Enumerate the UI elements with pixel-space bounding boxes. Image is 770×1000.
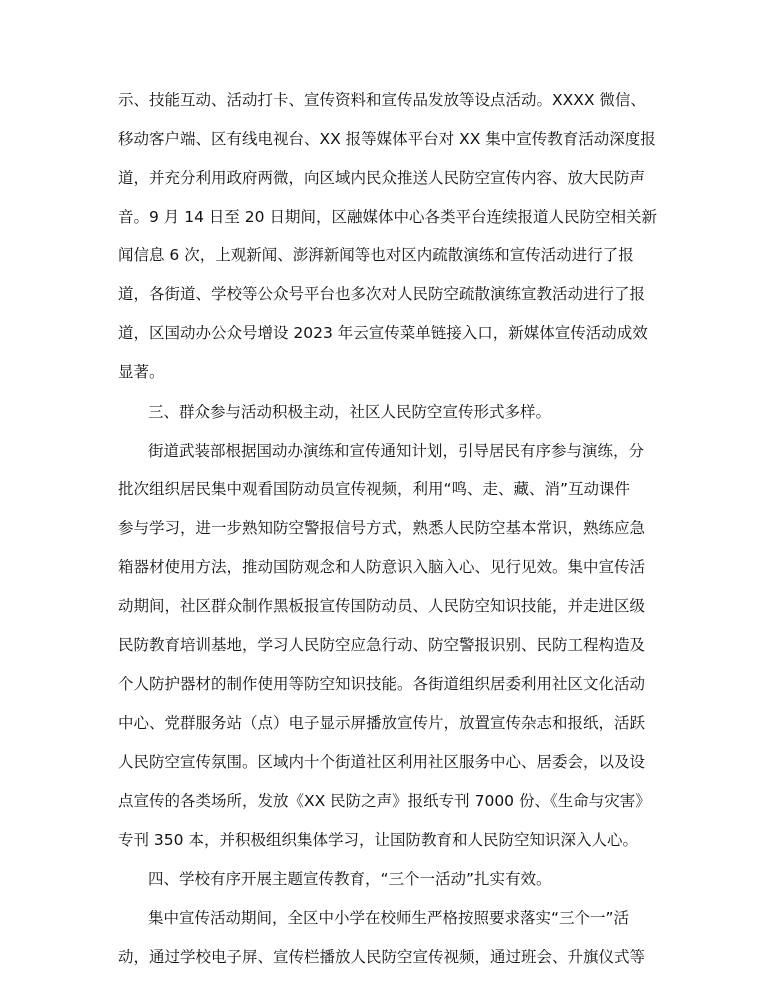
section-heading: 四、学校有序开展主题宣传教育，“三个一活动”扎实有效。	[148, 870, 552, 888]
paragraph-line: 动，通过学校电子屏、宣传栏播放人民防空宣传视频，通过班会、升旗仪式等	[118, 948, 646, 966]
paragraph-line: 点宣传的各类场所，发放《XX 民防之声》报纸专刊 7000 份、《生命与灾害》	[118, 792, 651, 810]
paragraph-line: 人民防空宣传氛围。区域内十个街道社区利用社区服务中心、居委会，以及设	[118, 753, 646, 771]
paragraph-line: 参与学习，进一步熟知防空警报信号方式，熟悉人民防空基本常识，熟练应急	[118, 519, 646, 537]
paragraph-line: 显著。	[118, 363, 165, 381]
paragraph-line: 道，各街道、学校等公众号平台也多次对人民防空疏散演练宣教活动进行了报	[118, 285, 646, 303]
paragraph-line: 中心、党群服务站（点）电子显示屏播放宣传片，放置宣传杂志和报纸，活跃	[118, 714, 646, 732]
paragraph-line: 道，区国动办公众号增设 2023 年云宣传菜单链接入口，新媒体宣传活动成效	[118, 324, 648, 342]
paragraph-line: 动期间，社区群众制作黑板报宣传国防动员、人民防空知识技能，并走进区级	[118, 597, 646, 615]
section-heading: 三、群众参与活动积极主动，社区人民防空宣传形式多样。	[148, 403, 552, 421]
paragraph-line: 道，并充分利用政府两微，向区域内民众推送人民防空宣传内容、放大民防声	[118, 169, 646, 187]
paragraph-line: 街道武装部根据国动办演练和宣传通知计划，引导居民有序参与演练，分	[148, 442, 645, 460]
paragraph-line: 箱器材使用方法，推动国防观念和人防意识入脑入心、见行见效。集中宣传活	[118, 558, 646, 576]
paragraph-line: 音。9 月 14 日至 20 日期间，区融媒体中心各类平台连续报道人民防空相关新	[118, 208, 657, 226]
paragraph-line: 专刊 350 本，并积极组织集体学习，让国防教育和人民防空知识深入人心。	[118, 831, 638, 849]
paragraph-line: 集中宣传活动期间，全区中小学在校师生严格按照要求落实“三个一”活	[148, 909, 630, 927]
paragraph-line: 移动客户端、区有线电视台、XX 报等媒体平台对 XX 集中宣传教育活动深度报	[118, 130, 656, 148]
paragraph-line: 闻信息 6 次，上观新闻、澎湃新闻等也对区内疏散演练和宣传活动进行了报	[118, 246, 634, 264]
paragraph-line: 批次组织居民集中观看国防动员宣传视频，利用“鸣、走、藏、消”互动课件	[118, 480, 631, 498]
paragraph-line: 民防教育培训基地，学习人民防空应急行动、防空警报识别、民防工程构造及	[118, 636, 646, 654]
paragraph-line: 个人防护器材的制作使用等防空知识技能。各街道组织居委利用社区文化活动	[118, 675, 646, 693]
paragraph-line: 示、技能互动、活动打卡、宣传资料和宣传品发放等设点活动。XXXX 微信、	[118, 91, 646, 109]
